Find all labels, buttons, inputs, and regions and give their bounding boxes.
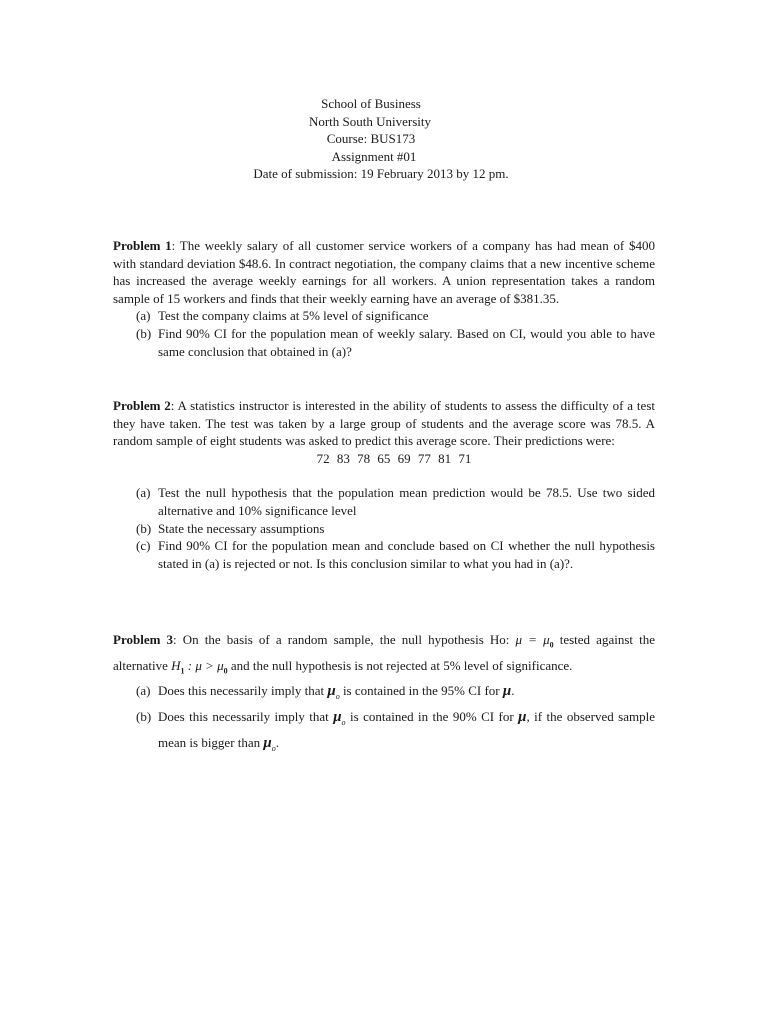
mu-subscript: o — [271, 744, 276, 754]
null-hypothesis-subscript: 0 — [549, 640, 554, 650]
problem-1-text: : The weekly salary of all customer service workers of a company has had mean of $400 with standard deviation $48.6. In contract negotiation, the company claims that a new incentive scheme has increased the average weekly earnings for all workers. A union representation takes a random sample of 15 workers and finds that their weekly earning have an average of $381.35. — [113, 238, 655, 306]
part-text: , if the observed sample mean is bigger than — [158, 709, 655, 751]
null-hypothesis-expr: μ = μ — [515, 632, 550, 647]
problem-2-parts — [113, 484, 655, 572]
alt-subscript: 0 — [223, 666, 228, 676]
course-code: Course: BUS173 — [326, 131, 416, 147]
part-text: Does this necessarily imply that — [158, 709, 334, 725]
part-marker: (b) — [136, 709, 152, 725]
university-name: North South University — [308, 113, 432, 129]
assignment-header — [0, 95, 768, 183]
problem-3-statement — [113, 630, 655, 681]
mu-zero-symbol — [263, 735, 276, 754]
mu-zero-symbol — [333, 709, 346, 728]
problem-2-text: : A statistics instructor is interested in the ability of students to assess the difficulty of a test they have taken. The test was taken by a large group of students and the average score was 78.5. A random sample of eight students was asked to predict this average score. Their predictions were: — [113, 398, 655, 449]
problem-1-parts — [113, 307, 655, 360]
problem-3-parts — [113, 681, 655, 759]
alt-expr: : μ > μ — [184, 657, 224, 673]
problem-3-text-a: : On the basis of a random sample, the null hypothesis Ho: — [173, 632, 516, 647]
mu-zero-symbol — [327, 683, 340, 702]
problem-2-statement — [113, 397, 655, 450]
problem-1 — [113, 237, 655, 360]
part-text: Find 90% CI for the population mean and conclude based on CI whether the null hypothesis stated in (a) is rejected or not. Is this conclusion similar to what you had in (a)?. — [158, 538, 655, 571]
part-marker: (a) — [136, 485, 151, 501]
part-text: is contained in the 90% CI for — [345, 709, 519, 725]
problem-1-label: Problem 1 — [113, 238, 172, 253]
part-marker: (a) — [136, 683, 151, 699]
alt-h: H — [171, 657, 181, 673]
list-item — [113, 484, 655, 519]
part-text: . — [275, 735, 280, 751]
problem-3-text-b: tested against the alternative — [113, 632, 656, 673]
list-item — [113, 537, 655, 572]
mu-subscript: o — [335, 692, 340, 702]
problem-2-label: Problem 2 — [113, 398, 171, 413]
mu-symbol: μ — [518, 709, 527, 726]
list-item — [113, 681, 655, 707]
list-item — [113, 325, 655, 360]
prediction-values: 72 83 78 65 69 77 81 71 — [316, 450, 472, 466]
part-marker: (a) — [136, 308, 151, 324]
part-text: Test the company claims at 5% level of significance — [158, 308, 429, 324]
school-name: School of Business — [321, 96, 421, 111]
problem-3 — [113, 630, 655, 759]
part-marker: (c) — [136, 538, 151, 554]
mu-glyph: μ — [333, 709, 342, 726]
mu-glyph: μ — [263, 735, 272, 752]
list-item — [113, 520, 655, 538]
part-text: State the necessary assumptions — [158, 520, 325, 536]
part-text: Find 90% CI for the population mean of weekly salary. Based on CI, would you able to have same conclusion that obtained in (a)? — [158, 325, 655, 359]
part-marker: (b) — [136, 520, 152, 536]
alternative-hypothesis-formula — [171, 657, 228, 676]
submission-date: Date of submission: 19 February 2013 by 12 pm. — [253, 166, 509, 182]
part-text: Test the null hypothesis that the population mean prediction would be 78.5. Use two sided alternative and 10% significance level — [158, 485, 655, 518]
part-text: . — [511, 683, 515, 699]
problem-3-text-c: and the null hypothesis is not rejected at 5% level of significance. — [227, 657, 573, 673]
null-hypothesis-formula — [515, 632, 554, 650]
problem-2 — [113, 397, 655, 572]
part-text: Does this necessarily imply that — [158, 683, 328, 699]
mu-symbol: μ — [502, 683, 512, 700]
problem-1-statement — [113, 237, 655, 307]
part-marker: (b) — [136, 325, 152, 341]
problem-3-label: Problem 3 — [113, 632, 174, 647]
assignment-number: Assignment #01 — [331, 148, 417, 164]
list-item — [113, 707, 655, 759]
alt-h-subscript: 1 — [180, 666, 185, 676]
part-text: is contained in the 95% CI for — [339, 683, 503, 699]
mu-subscript: o — [341, 718, 346, 728]
mu-glyph: μ — [327, 683, 336, 700]
list-item — [113, 307, 655, 325]
